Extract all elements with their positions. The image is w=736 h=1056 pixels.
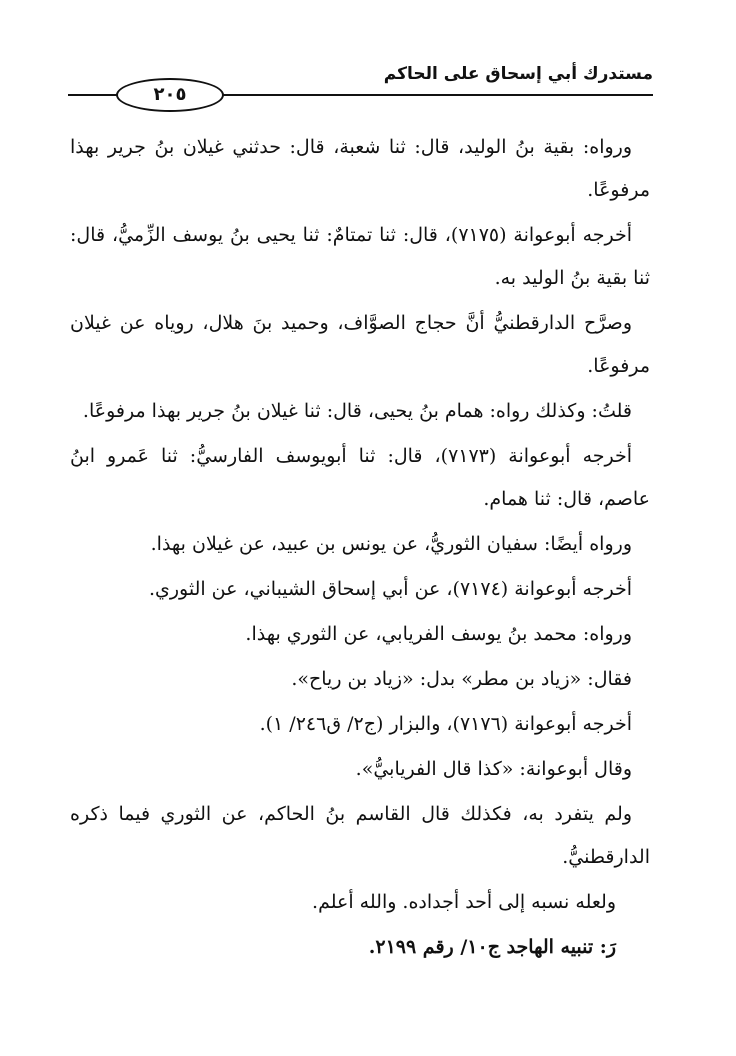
paragraph-9: فقال: «زياد بن مطر» بدل: «زياد بن رياح». — [291, 668, 632, 690]
paragraph-6: ورواه أيضًا: سفيان الثوريُّ، عن يونس بن عبيد، عن غيلان بهذا. — [150, 533, 632, 555]
paragraph-5: أخرجه أبوعوانة (٧١٧٣)، قال: ثنا أبويوسف الفارسيُّ: ثنا عَمرو ابنُ عاصم، قال: ثنا همام. — [70, 445, 650, 510]
paragraph-3: وصرَّح الدارقطنيُّ أنَّ حجاج الصوَّاف، وحميد بنَ هلال، روياه عن غيلان مرفوعًا. — [70, 312, 650, 377]
body-text — [70, 126, 650, 971]
paragraph-8: ورواه: محمد بنُ يوسف الفريابي، عن الثوري بهذا. — [245, 623, 632, 645]
running-title: مستدرك أبي إسحاق على الحاكم — [383, 64, 653, 84]
paragraph-13: ولعله نسبه إلى أحد أجداده. والله أعلم. — [312, 891, 616, 913]
reference-note: رَ: تنبيه الهاجد ج١٠/ رقم ٢١٩٩. — [368, 936, 616, 958]
paragraph-12: ولم يتفرد به، فكذلك قال القاسم بنُ الحاكم، عن الثوري فيما ذكره الدارقطنيُّ. — [70, 803, 650, 868]
paragraph-2: أخرجه أبوعوانة (٧١٧٥)، قال: ثنا تمتامٌ: ثنا يحيى بنُ يوسف الزِّميُّ، قال: ثنا بقية بنُ الوليد به. — [70, 224, 650, 289]
paragraph-7: أخرجه أبوعوانة (٧١٧٤)، عن أبي إسحاق الشيباني، عن الثوري. — [148, 578, 632, 600]
paragraph-11: وقال أبوعوانة: «كذا قال الفريابيُّ». — [355, 758, 632, 780]
paragraph-10: أخرجه أبوعوانة (٧١٧٦)، والبزار (ج٢/ ق٢٤٦/ ١). — [259, 713, 632, 735]
paragraph-1: ورواه: بقية بنُ الوليد، قال: ثنا شعبة، قال: حدثني غيلان بنُ جرير بهذا مرفوعًا. — [70, 136, 650, 201]
page-header — [68, 60, 653, 105]
paragraph-4: قلتُ: وكذلك رواه: همام بنُ يحيى، قال: ثنا غيلان بنُ جرير بهذا مرفوعًا. — [82, 400, 632, 422]
page-number: ٢٠٥ — [116, 78, 224, 112]
